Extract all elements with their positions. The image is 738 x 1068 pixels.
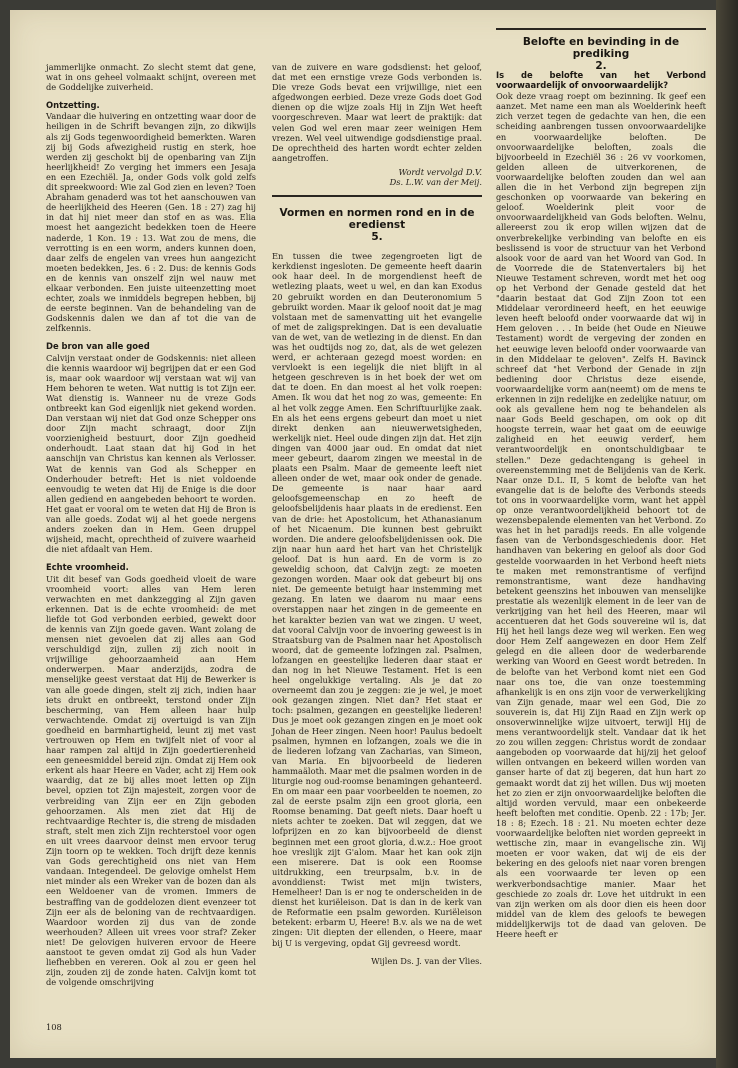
column-2-continuation: van de zuivere en ware godsdienst: het geloof, dat met een ernstige vreze Gods verbonden is. Die vreze Gods bevat een vrijwillige, niet een afgedwongen eerbied. Deze vreze Gods doet God dienen op die wijze zoals Hij in Zijn Wet heeft voorgeschreven. Maar wat leert de praktijk: dat velen God wel eren maar zeer weinigen Hem vrezen. Wel veel uitwendige godsdienstige praal. De oprechtheid des harten wordt echter zelden aangetroffen.: [272, 62, 482, 163]
column-1-intro: jammerlijke onmacht. Zo slecht stemt dat gene, wat in ons geheel volmaakt schijnt, overeen met de Goddelijke zuiverheid.: [46, 62, 256, 93]
article-header-box: [496, 28, 706, 72]
binding-edge: [716, 0, 738, 1068]
header-rule: [496, 28, 706, 30]
signature-vervolgd: Wordt vervolgd D.V.: [398, 166, 482, 177]
headline-text: Vormen en normen rond en in de eredienst: [279, 207, 475, 232]
column-3: [496, 70, 706, 939]
headline-number: 2.: [595, 60, 607, 72]
headline-text: Belofte en bevinding in de prediking: [522, 36, 680, 60]
signature-van-der-vlies: Wijlen Ds. J. van der Vlies.: [371, 955, 482, 966]
article-body-eredienst: En tussen die twee zegengroeten ligt de kerkdienst ingesloten. De gemeente heeft daarin ook haar deel. In de morgendienst heeft de wetlezing plaats, weet u wel, en dan kan Exodus 20 gebruikt worden en dan Deuteronomium 5 gebruikt worden. Maar ik geloof nooit dat je mag volstaan met de samenvatting uit het evangelie of met de zaligsprekingen. Dat is een devaluatie van de wet, van de wetlezing in de dienst. En dan was het oudtijds nog zo, dat, als de wet gelezen werd, er achteraan gezegd moest worden: en vervloekt is een iegelijk die niet blijft in al hetgeen geschreven is in het boek der wet om dat te doen. En dan moest al het volk roepen: Amen. Ik wou dat het nog zo was, gemeente: En al het volk zegge Amen. Een Schriftuurlijke zaak. En als het eens ergens gebeurt dan moet u niet direkt denken aan nieuwerwetsigheden, werkelijk niet. Heel oude dingen zijn dat. Het zijn dingen van 4000 jaar oud. En omdat dat niet meer gebeurt, daarom zingen we meestal in de plaats een Psalm. Maar de gemeente leeft niet alleen onder de wet, maar ook onder de genade. De gemeente is naar haar aard geloofsgemeenschap en zo heeft de geloofsbelijdenis haar plaats in de eredienst. Een van de drie: het Apostolicum, het Athanasianum of het Nicaenum. Die kunnen best gebruikt worden. Die andere geloofsbelijdenissen ook. Die zijn naar hun aard het hart van het Christelijk geloof. Dat is hun aard. En de vorm is zo geweldig schoon, dat Calvijn zegt: ze moeten gezongen worden. Maar ook dat gebeurt bij ons niet. De gemeente betuigt haar instemming met gezang. En laten we daarom nu maar eens overstappen naar het zingen in de gemeente en het karakter bezien van wat we zingen. U weet, dat vooral Calvijn voor de invoering geweest is in Straatsburg van de Psalmen naar het Apostolisch woord, dat de gemeente lofzingen zal. Psalmen, lofzangen en geestelijke liederen daar staat er dan nog in het Nieuwe Testament. Het is een heel ongelukkige vertaling. Als je dat zo overneemt dan zou je zeggen: zie je wel, je moet ook gezangen zingen. Niet dan? Het staat er toch: psalmen, gezangen en geestelijke liederen! Dus je moet ook gezangen zingen en je moet ook Johan de Heer zingen. Neen hoor! Paulus bedoelt psalmen, hymnen en lofzangen, zoals we die in de liederen lofzang van Zacharias, van Simeon, van Maria. En bijvoorbeeld de liederen hammaäloth. Maar met die psalmen worden in de liturgie nog oud-roomse benamingen gehanteerd. En om maar een paar voorbeelden te noemen, zo zal de eerste psalm zijn een groot gloria, een Roomse benaming. Dat geeft niets. Daar hoeft u niets achter te zoeken. Dat wil zeggen, dat we lofprijzen en zo kan bijvoorbeeld de dienst beginnen met een groot gloria, d.w.z.: Hoe groot hoe vreslijk zijt G'alom. Maar het kan ook zijn een miserere. Dat is ook een Roomse uitdrukking, een treurpsalm, b.v. in de avonddienst: Twist met mijn twisters, Hemelheer! Dan is er nog te onderscheiden in de dienst het kuriëleison. Dat is dan in de kerk van de Reformatie een psalm geworden. Kuriëleison betekent: erbarm U, Heere! B.v. als we na de wet zingen: Uit diepten der ellenden, o Heere, maar bij U is vergeving, opdat Gij gevreesd wordt.: [272, 251, 482, 948]
column-1: [46, 62, 256, 987]
divider-rule: [272, 195, 482, 197]
section-heading-ontzetting: Ontzetting.: [46, 100, 100, 111]
column-2: [272, 62, 482, 966]
section-body-vroomheid: Uit dit besef van Gods goedheid vloeit de ware vroomheid voort: alles van Hem leren verwachten en met dankzegging al Zijn gaven erkennen. Dat is de echte vroomheid: de met liefde tot God verbonden eerbied, gewekt door de kennis van Zijn goede gaven. Want zolang de mensen niet gevoelen dat zij alles aan God verschuldigd zijn, zullen zij zich nooit in vrijwillige gehoorzaamheid aan Hem onderwerpen. Maar anderzijds, zodra de menselijke geest verstaat dat Hij de Bewerker is van alle goede dingen, stelt zij zich, indien haar iets drukt en ontbreekt, terstond onder Zijn bescherming, van Hem alleen haar hulp verwachtende. Omdat zij overtuigd is van Zijn goedheid en barmhartigheid, leunt zij met vast vertrouwen op Hem en twijfelt niet of voor al haar rampen zal altijd in Zijn goedertierenheid een geneesmiddel bereid zijn. Omdat zij Hem ook erkent als haar Heere en Vader, acht zij Hem ook waardig, dat ze bij alles moet letten op Zijn bevel, opzien tot Zijn majesteit, zorgen voor de verbreiding van Zijn eer en Zijn geboden gehoorzamen. Als men ziet dat Hij de rechtvaardige Rechter is, die streng de misdaden straft, stelt men zich Zijn rechterstoel voor ogen en uit vrees daarvoor deinst men ervoor terug Zijn toorn op te wekken. Toch drijft deze kennis van Gods gerechtigheid ons niet van Hem vandaan. Integendeel. De gelovige omhelst Hem niet minder als een Wreker van de bozen dan als een Weldoener van de vromen. Immers de bestraffing van de goddelozen dient evenzeer tot Zijn eer als de beloning van de rechtvaardigen. Waardoor worden zij dus van de zonde weerhouden? Alleen uit vrees voor straf? Zeker niet! De gelovigen huiveren ervoor de Heere aanstoot te geven omdat zij God als hun Vader liefhebben en vereren. Ook al zou er geen hel zijn, zouden zij de zonde haten. Calvijn komt tot de volgende omschrijving: [46, 573, 256, 988]
section-body-ontzetting: Vandaar die huivering en ontzetting waar door de heiligen in de Schrift bevangen zijn, zo dikwijls als zij Gods tegenwoordigheid bemerkten. Waren zij bij Gods afwezigheid rustig en sterk, hoe werden zij geschokt bij de openbaring van Zijn heerlijkheid! Zo verging het immers een Jesaja en een Ezechiël. Ja, onder Gods volk gold zelfs dit spreekwoord: Wie zal God zien en leven? Toen Abraham genaderd was tot het aanschouwen van de heerlijkheid des Heeren (Gen. 18 : 27) zag hij in dat hij niet meer dan stof en as was. Elia moest het aangezicht bedekken toen de Heere naderde, 1 Kon. 19 : 13. Wat zou de mens, die verrotting is en een worm, anders kunnen doen, daar zelfs de engelen van vrees hun aangezicht moeten bedekken, Jes. 6 : 2. Dus: de kennis Gods en de kennis van onszelf zijn wel nauw met elkaar verbonden. Een juiste uiteenzetting moet echter, zoals we inmiddels begrepen hebben, bij de eerste beginnen. Van de behandeling van de Godskennis dalen we dan af tot die van de zelfkennis.: [46, 111, 256, 334]
headline-number: 5.: [371, 231, 383, 244]
article-headline-belofte: [496, 36, 706, 72]
article-headline-eredienst: [272, 207, 482, 243]
article-body-belofte: Ook deze vraag roept om bezinning. Ik geef een aanzet. Met name een man als Woelderink heeft zich verzet tegen de gedachte van hen, die een scheiding aanbrengen tussen onvoorwaardelijke en voorwaardelijke beloften. De onvoorwaardelijke beloften, zoals die bijvoorbeeld in Ezechiël 36 : 26 vv voorkomen, gelden alleen de uitverkorenen, de voorwaardelijke beloften zouden dan wel aan allen die in het Verbond zijn begrepen zijn geschonken op voorwaarde van bekering en geloof. Woelderink pleit voor de onvoorwaardelijkheid van Gods beloften. Welnu, allereerst zou ik erop willen wijzen dat de onverbrekelijke verbinding van belofte en eis beslissend is voor de structuur van het Verbond alsook voor de aard van het Woord van God. In de Voorrede die de Statenvertalers bij het Nieuwe Testament schreven, wordt met het oog op het Verbond der Genade gesteld dat het "daarin bestaat dat God Zijn Zoon tot een Middelaar verordineerd heeft, en het eeuwige leven heeft beloofd onder voorwaarde dat wij in Hem geloven . . . In beide (het Oude en Nieuwe Testament) wordt de vergeving der zonden en het eeuwige leven beloofd onder voorwaarde van in den Middelaar te geloven". Zelfs H. Bavinck schreef dat "het Verbond der Genade in zijn bediening door Christus deze eisende, voorwaardelijke vorm aan(neemt) om de mens te erkennen in zijn redelijke en zedelijke natuur, om ook als gevallene hem nog te behandelen als naar Gods Beeld geschapen, om ook op dit hoogste terrein, waar het gaat om de eeuwige zaligheid en het eeuwig verderf, hem verantwoordelijk en onontschuldigbaar te stellen." Deze gedachtengang is geheel in overeenstemming met de Belijdenis van de Kerk. Naar onze D.L. II, 5 komt de belofte van het evangelie dat is de belofte des Verbonds steeds tot ons in voorwaardelijke vorm, want het appèl op onze verantwoordelijkheid behoort tot de wezensbepalende elementen van het Verbond. Zo was het in het paradijs reeds. En alle volgende fasen van de Verbondsgeschiedenis door. Het handhaven van bekering en geloof als door God gestelde voorwaarden in het Verbond heeft niets te maken met remonstrantisme of verfijnd remonstrantisme, want deze handhaving betekent geenszins het inbouwen van menselijke prestatie als wezenlijk element in de leer van de verkrijging van het heil des Heeren, maar wil accentueren dat het Gods souvereine wil is, dat Hij het heil langs deze weg wil werken. Een weg door Hem Zelf aangewezen en door Hem Zelf gelegd en die alleen door de wederbarende werking van Woord en Geest wordt betreden. In de belofte van het Verbond komt niet een God naar ons toe, die van onze toestemming afhankelijk is en ons zijn voor de verwerkelijking van Zijn genade, maar wel een God, Die zo souverein is, dat Hij Zijn Raad en Zijn werk op onsoverwinnelijke wijze uitvoert, terwijl Hij de mens verantwoordelijk stelt. Vandaar dat ik het zo zou willen zeggen: Christus wordt de zondaar aangeboden op voorwaarde dat hij/zij het geloof willen ontvangen en bekeerd willen worden van ganser harte of dat zij begeren, dat hun hart zo gemaakt wordt dat zij het willen. Dus wij moeten het zo zien er zijn onvoorwaardelijke beloften die altijd worden vervuld, maar een onbekeerde heeft beloften met conditie. Openb. 22 : 17b; Jer. 18 : 8; Ezech. 18 : 21. Nu moeten echter deze voorwaardelijke beloften niet worden gepreekt in wettische zin, maar in evangelische zin. Wij moeten er voor waken, dat wij de eis der bekering en des geloofs niet naar voren brengen als een voorwaarde ter leven op een werkverbondsachtige manier. Maar het geschiede zo zoals dr. Love het uitdrukt in een van zijn werken om als door dien eis heen door middel van de klem des geloofs te bewegen middelijkerwijs tot de daad van geloven. De Heere heeft er: [496, 91, 706, 939]
question-heading: Is de belofte van het Verbond voorwaardelijk of onvoorwaardelijk?: [496, 70, 706, 91]
section-heading-bron: De bron van alle goed: [46, 341, 150, 352]
signature-author: Ds. L.W. van der Meij.: [389, 177, 482, 188]
section-body-bron: Calvijn verstaat onder de Godskennis: niet alleen die kennis waardoor wij begrijpen dat er een God is, maar ook waardoor wij verstaan wat wij van Hem behoren te weten. Wat nuttig is tot Zijn eer. Wat dienstig is. Wanneer nu de vreze Gods ontbreekt kan God eigenlijk niet gekend worden. Dan verstaan wij niet dat God onze Schepper ons door Zijn macht schraagt, door Zijn voorzienigheid bestuurt, door Zijn goedheid onderhoudt. Laat staan dat hij God in het aanschijn van Christus kan kennen als Verlosser. Wat de kennis van God als Schepper en Onderhouder betreft: Het is niet voldoende eenvoudig te weten dat Hij de Enige is die door allen gediend en aangebeden behoort te worden. Het gaat er vooral om te weten dat Hij de Bron is van alle goeds. Zodat wij al het goede nergens anders zoeken dan in Hem. Geen druppel wijsheid, macht, oprechtheid of zuivere waarheid die niet afdaalt van Hem.: [46, 352, 256, 555]
page-number: 108: [46, 1022, 62, 1032]
section-heading-vroomheid: Echte vroomheid.: [46, 562, 129, 573]
magazine-page: [10, 10, 716, 1058]
